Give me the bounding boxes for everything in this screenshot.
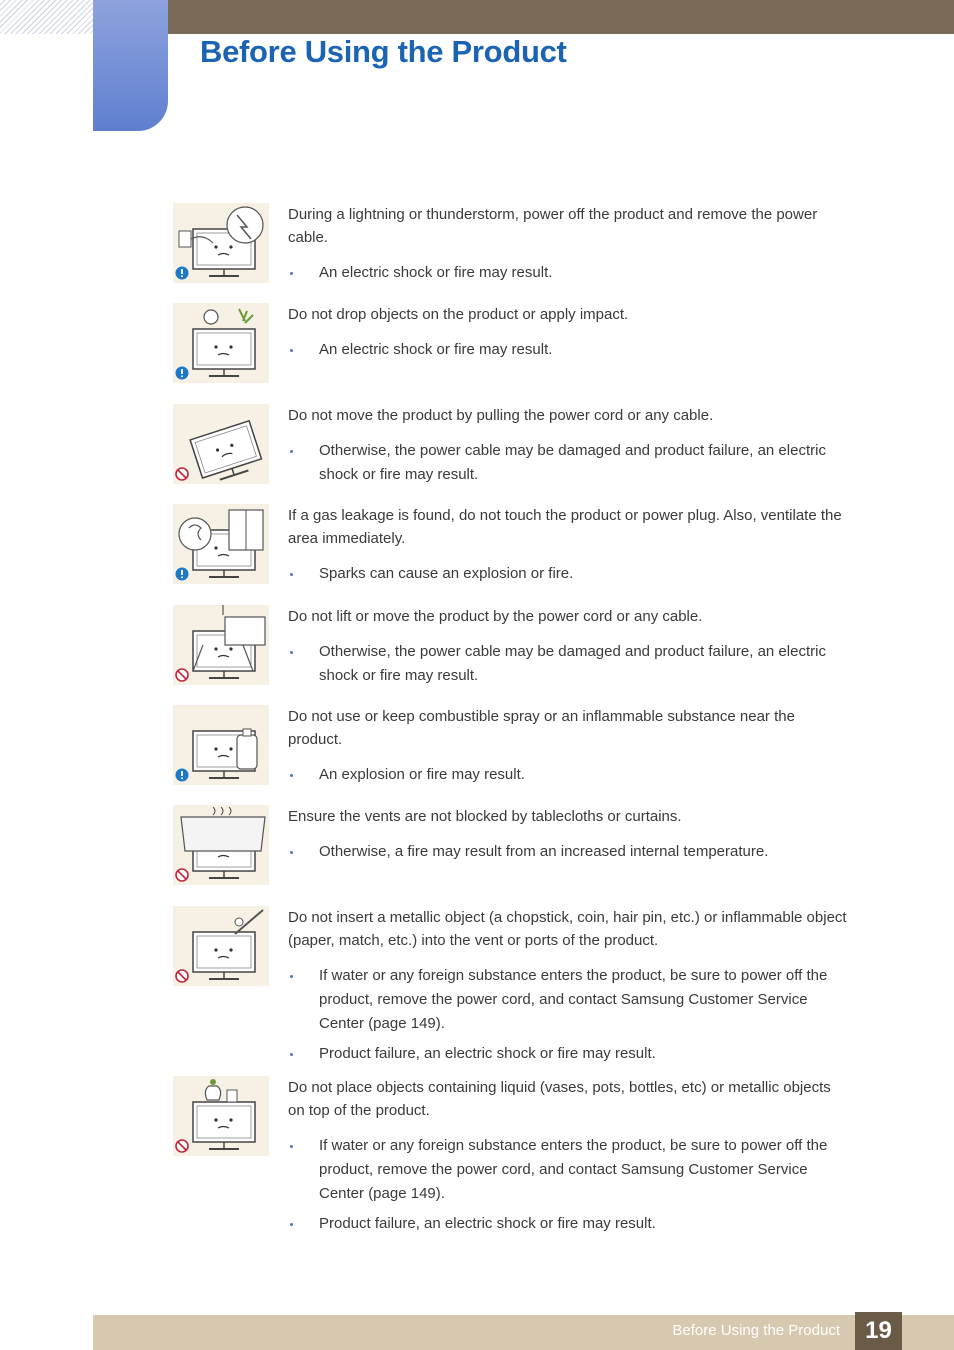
list-item xyxy=(288,763,848,787)
consequence-text: Otherwise, a fire may result from an increased internal temperature. xyxy=(319,843,769,860)
consequence-text: Product failure, an electric shock or fire may result. xyxy=(319,1215,656,1232)
bullet-dot-icon xyxy=(290,573,293,576)
safety-entry-text xyxy=(288,605,848,694)
bullet-dot-icon xyxy=(290,851,293,854)
caution-icon xyxy=(173,203,269,283)
list-item xyxy=(288,1212,848,1236)
bullet-dot-icon xyxy=(290,1145,293,1148)
caution-icon xyxy=(173,303,269,383)
prohibited-icon xyxy=(173,404,269,484)
safety-entry-text xyxy=(288,705,848,793)
consequence-list xyxy=(288,562,848,586)
safety-entry-text xyxy=(288,805,848,870)
list-item xyxy=(288,1134,848,1206)
list-item xyxy=(288,640,848,688)
list-item xyxy=(288,338,848,362)
list-item xyxy=(288,562,848,586)
page-number: 19 xyxy=(855,1312,902,1350)
monitor-metal-object-icon xyxy=(173,906,269,986)
monitor-lightning-plug-icon xyxy=(173,203,269,283)
consequence-list xyxy=(288,640,848,688)
consequence-list xyxy=(288,439,848,487)
instruction-text: If a gas leakage is found, do not touch the product or power plug. Also, ventilate the area immediately. xyxy=(288,507,842,547)
consequence-list xyxy=(288,1134,848,1236)
safety-entry-text xyxy=(288,504,848,592)
list-item xyxy=(288,840,848,864)
footer-bar xyxy=(93,1315,954,1350)
bullet-dot-icon xyxy=(290,774,293,777)
consequence-text: Product failure, an electric shock or fire may result. xyxy=(319,1045,656,1062)
consequence-list xyxy=(288,964,848,1066)
footer-section-label: Before Using the Product xyxy=(672,1322,840,1339)
consequence-list xyxy=(288,840,848,864)
instruction-text: During a lightning or thunderstorm, power off the product and remove the power cable. xyxy=(288,206,818,246)
monitor-pulled-by-cord-icon xyxy=(173,404,269,484)
monitor-falling-object-icon xyxy=(173,303,269,383)
prohibited-icon xyxy=(173,1076,269,1156)
consequence-text: An electric shock or fire may result. xyxy=(319,264,553,281)
consequence-text: Sparks can cause an explosion or fire. xyxy=(319,565,574,582)
instruction-text: Do not place objects containing liquid (vases, pots, bottles, etc) or metallic objects on top of the product. xyxy=(288,1079,831,1119)
instruction-text: Ensure the vents are not blocked by tablecloths or curtains. xyxy=(288,808,682,825)
safety-entry-text xyxy=(288,404,848,493)
instruction-text: Do not use or keep combustible spray or an inflammable substance near the product. xyxy=(288,708,795,748)
bullet-dot-icon xyxy=(290,450,293,453)
prohibited-icon xyxy=(173,906,269,986)
monitor-covered-cloth-icon xyxy=(173,805,269,885)
consequence-text: Otherwise, the power cable may be damaged and product failure, an electric shock or fire may result. xyxy=(319,643,826,684)
consequence-text: If water or any foreign substance enters the product, be sure to power off the product, remove the power cord, and contact Samsung Customer Service Center (page 149). xyxy=(319,967,828,1032)
consequence-text: An electric shock or fire may result. xyxy=(319,341,553,358)
bullet-dot-icon xyxy=(290,272,293,275)
caution-icon xyxy=(173,504,269,584)
consequence-text: An explosion or fire may result. xyxy=(319,766,525,783)
bullet-dot-icon xyxy=(290,975,293,978)
header-bar xyxy=(168,0,954,34)
monitor-vase-on-top-icon xyxy=(173,1076,269,1156)
instruction-text: Do not insert a metallic object (a chopstick, coin, hair pin, etc.) or inflammable object (paper, match, etc.) into the vent or ports of the product. xyxy=(288,909,847,949)
prohibited-icon xyxy=(173,605,269,685)
consequence-list xyxy=(288,261,848,285)
bullet-dot-icon xyxy=(290,349,293,352)
consequence-text: If water or any foreign substance enters the product, be sure to power off the product, remove the power cord, and contact Samsung Customer Service Center (page 149). xyxy=(319,1137,828,1202)
instruction-text: Do not lift or move the product by the power cord or any cable. xyxy=(288,608,703,625)
consequence-list xyxy=(288,338,848,362)
list-item xyxy=(288,964,848,1036)
list-item xyxy=(288,1042,848,1066)
safety-entry-text xyxy=(288,203,848,291)
monitor-lifted-by-cord-icon xyxy=(173,605,269,685)
page-title: Before Using the Product xyxy=(200,34,567,69)
prohibited-icon xyxy=(173,805,269,885)
safety-entry-text xyxy=(288,303,848,368)
safety-entry-text xyxy=(288,1076,848,1242)
monitor-spray-can-icon xyxy=(173,705,269,785)
bullet-dot-icon xyxy=(290,1053,293,1056)
chapter-tab xyxy=(93,0,168,131)
instruction-text: Do not drop objects on the product or apply impact. xyxy=(288,306,629,323)
consequence-text: Otherwise, the power cable may be damaged and product failure, an electric shock or fire may result. xyxy=(319,442,826,483)
monitor-gas-leak-window-icon xyxy=(173,504,269,584)
bullet-dot-icon xyxy=(290,651,293,654)
safety-entry-text xyxy=(288,906,848,1072)
caution-icon xyxy=(173,705,269,785)
list-item xyxy=(288,439,848,487)
bullet-dot-icon xyxy=(290,1223,293,1226)
header-hatch-pattern xyxy=(0,0,93,34)
instruction-text: Do not move the product by pulling the power cord or any cable. xyxy=(288,407,714,424)
list-item xyxy=(288,261,848,285)
consequence-list xyxy=(288,763,848,787)
